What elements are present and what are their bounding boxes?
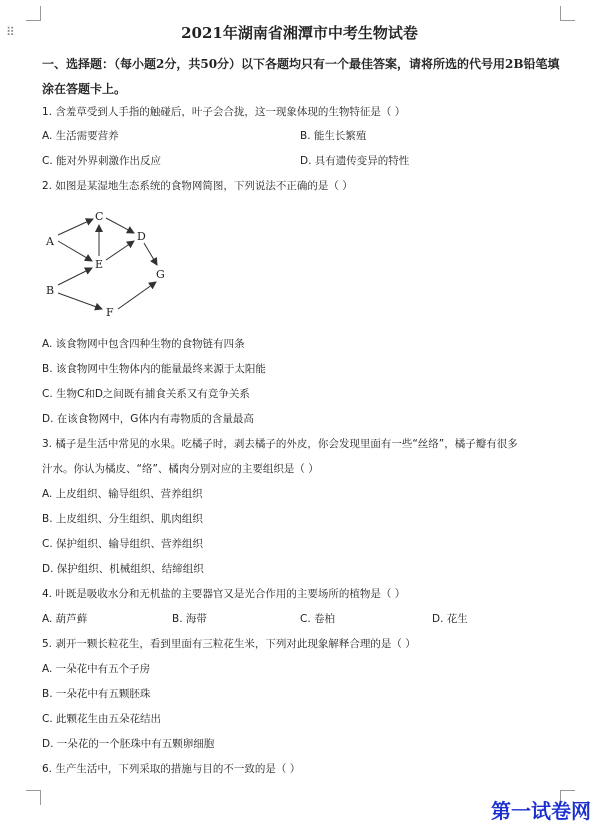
q2-option-d: D. 在该食物网中，G体内有毒物质的含量最高	[42, 413, 254, 425]
node-e-label: E	[95, 258, 104, 271]
crop-mark-bottom-left	[26, 790, 41, 805]
page-title: 2021年湖南省湘潭市中考生物试卷	[181, 24, 418, 42]
edge-b-e	[58, 268, 92, 285]
q4-option-b: B. 海带	[172, 613, 207, 625]
question-5-stem: 5. 剥开一颗长粒花生，看到里面有三粒花生米，下列对此现象解释合理的是（ ）	[42, 638, 416, 650]
q1-option-b: B. 能生长繁殖	[300, 130, 367, 142]
q5-option-c: C. 此颗花生由五朵花结出	[42, 713, 162, 725]
q4-option-c: C. 卷柏	[300, 613, 336, 625]
q3-option-a: A. 上皮组织、输导组织、营养组织	[42, 488, 203, 500]
question-2-stem: 2. 如图是某湿地生态系统的食物网简图，下列说法不正确的是（ ）	[42, 180, 353, 192]
question-3-stem-line-1: 3. 橘子是生活中常见的水果。吃橘子时，剥去橘子的外皮，你会发现里面有一些“丝络”，橘子瓣有很多	[42, 438, 518, 450]
crop-mark-top-left	[26, 6, 41, 21]
q3-option-b: B. 上皮组织、分生组织、肌肉组织	[42, 513, 203, 525]
q4-option-d: D. 花生	[432, 613, 468, 625]
edge-b-f	[58, 293, 102, 309]
q2-option-a: A. 该食物网中包含四种生物的食物链有四条	[42, 338, 245, 350]
node-d-label: D	[137, 230, 146, 243]
question-3-stem-line-2: 汁水。你认为橘皮、“络”、橘肉分别对应的主要组织是（ ）	[42, 463, 319, 475]
edge-a-e	[58, 241, 92, 261]
q2-option-c: C. 生物C和D之间既有捕食关系又有竞争关系	[42, 388, 250, 400]
q5-option-a: A. 一朵花中有五个子房	[42, 663, 151, 675]
crop-mark-top-right	[560, 6, 575, 21]
question-4-stem: 4. 叶既是吸收水分和无机盐的主要器官又是光合作用的主要场所的植物是（ ）	[42, 588, 406, 600]
node-a-label: A	[46, 235, 54, 248]
food-web-diagram	[42, 205, 182, 325]
edge-f-g	[118, 282, 156, 309]
q1-option-a: A. 生活需要营养	[42, 130, 119, 142]
q1-option-c: C. 能对外界刺激作出反应	[42, 155, 162, 167]
drag-handle-icon[interactable]: ⠿	[6, 25, 15, 39]
q3-option-c: C. 保护组织、输导组织、营养组织	[42, 538, 204, 550]
edge-a-c	[58, 219, 93, 235]
q2-option-b: B. 该食物网中生物体内的能量最终来源于太阳能	[42, 363, 266, 375]
node-c-label: C	[95, 210, 104, 223]
q4-option-a: A. 葫芦藓	[42, 613, 88, 625]
edge-e-d	[106, 241, 134, 260]
q5-option-d: D. 一朵花的一个胚珠中有五颗卵细胞	[42, 738, 215, 750]
q1-option-d: D. 具有遗传变异的特性	[300, 155, 410, 167]
edge-d-g	[144, 243, 157, 265]
node-g-label: G	[156, 268, 165, 281]
question-6-stem: 6. 生产生活中，下列采取的措施与目的不一致的是（ ）	[42, 763, 301, 775]
edge-c-d	[106, 218, 134, 233]
section-heading: 一、选择题：（每小题2分，共50分）以下各题均只有一个最佳答案，请将所选的代号用2B铅笔填涂在答题卡上。	[42, 57, 560, 96]
node-f-label: F	[106, 306, 114, 319]
site-watermark: 第一试卷网	[491, 799, 591, 823]
q5-option-b: B. 一朵花中有五颗胚珠	[42, 688, 151, 700]
question-1-stem: 1. 含羞草受到人手指的触碰后，叶子会合拢，这一现象体现的生物特征是（ ）	[42, 106, 406, 118]
q3-option-d: D. 保护组织、机械组织、结缔组织	[42, 563, 204, 575]
node-b-label: B	[46, 284, 55, 297]
